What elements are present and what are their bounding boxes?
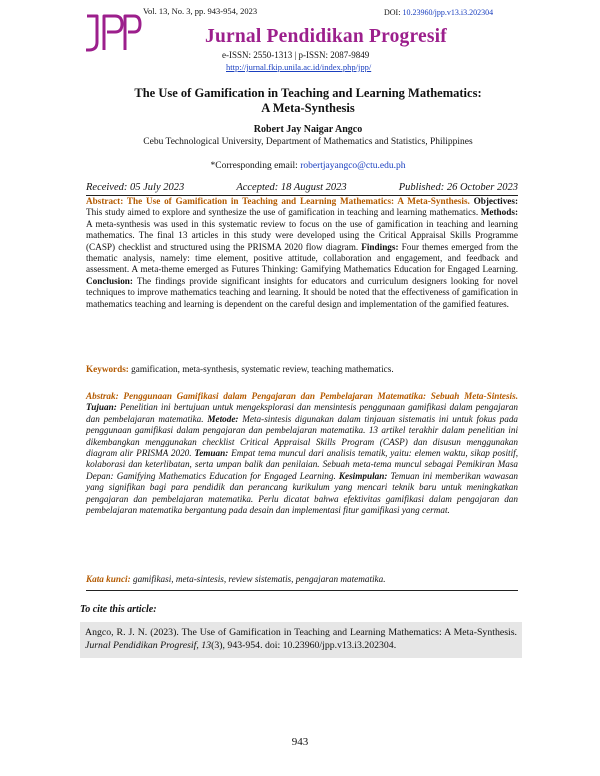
author-affiliation: Cebu Technological University, Department of Mathematics and Statistics, Philippines (143, 137, 473, 147)
abstract-english (86, 196, 518, 310)
doi-label: DOI: (384, 8, 401, 17)
keywords-text: gamification, meta-synthesis, systematic review, teaching mathematics. (131, 364, 394, 374)
article-dates (86, 182, 518, 193)
methods-text: A meta-synthesis was used in this systematic review to focus on the use of gamification in teaching and learning mathematics. The final 13 articles in this study were developed using the Critical Appraisal Skills Programme (CASP) checklist and structured using the PRISMA 2020 flow diagram. (86, 218, 518, 252)
corresponding-label: *Corresponding email: (210, 161, 298, 171)
article-title-line-2: A Meta-Synthesis (261, 101, 355, 115)
methods-label: Methods: (480, 207, 519, 218)
article-title (80, 86, 536, 116)
objectives-label: Objectives: (473, 196, 518, 206)
tujuan-text: Penelitian ini bertujuan untuk mengeksplorasi dan mensintesis penggunaan gamifikasi dalam pengajaran dan pembelajaran matematika. (86, 402, 519, 424)
objectives-text: This study aimed to explore and synthesize the use of gamification in teaching and learning mathematics. (86, 207, 479, 218)
corresponding-email-line (80, 161, 536, 171)
issn: e-ISSN: 2550-1313 | p-ISSN: 2087-9849 (222, 50, 370, 60)
corresponding-email-link[interactable]: robertjayangco@ctu.edu.ph (300, 161, 406, 171)
tujuan-label: Tujuan: (86, 402, 117, 413)
accepted-date: Accepted: 18 August 2023 (236, 182, 347, 193)
volume-info: Vol. 13, No. 3, pp. 943-954, 2023 (143, 6, 258, 16)
kesimpulan-text: Temuan ini memberikan wawasan yang signifikan bagi para pendidik dan perancang kurikulum yang mencari teknik baru untuk meningkatkan pengajaran dan pembelajaran matematika. Perlu dicatat bahwa efektivitas gamifikasi dalam pengajaran dan pembelajaran matematika bergantung pada desain dan implementasi fitur gamifikasi yang cermat. (86, 470, 519, 516)
abstract-indonesian (86, 391, 518, 516)
keywords-indonesian (86, 574, 518, 584)
kata-kunci-label: Kata kunci: (86, 574, 131, 584)
citation-separator: , (196, 640, 199, 651)
conclusion-label: Conclusion: (86, 275, 133, 286)
citation-journal: Jurnal Pendidikan Progresif (85, 640, 197, 651)
doi-line (384, 8, 493, 17)
page-number: 943 (291, 736, 309, 748)
published-date: Published: 26 October 2023 (398, 182, 518, 193)
abstrak-heading: Abstrak: Penggunaan Gamifikasi dalam Pengajaran dan Pembelajaran Matematika: Sebuah Meta-Sintesis. (86, 391, 518, 401)
findings-text: Four themes emerged from the thematic analysis, namely: time element, positive attitude, collaboration and engagement, and feedback and assessment. A meta-theme emerged as Futures Thinking: Gamifying Mathematics Education for Engaged Learning. (86, 241, 518, 275)
citation-box (80, 622, 522, 658)
metode-text: Meta-sintesis digunakan dalam tinjauan sistematis ini untuk fokus pada penggunaan gamifikasi dalam pengajaran dan pembelajaran matematika. 13 artikel terakhir dalam penelitian ini dikembangkan menggunakan checklist Critical Appraisal Skills Program (CASP) dan disusun menggunakan diagram alir PRISMA 2020. (86, 413, 519, 459)
author-name: Robert Jay Naigar Angco (253, 124, 363, 135)
conclusion-text: The findings provide significant insights for educators and curriculum designers looking for novel techniques to improve mathematics teaching and learning. It should be noted that the effectiveness of gamification in mathematics teaching and learning is dependent on the careful design and implementation of the gamified features. (86, 275, 518, 309)
journal-url-link[interactable]: http://jurnal.fkip.unila.ac.id/index.php/jpp/ (226, 62, 372, 72)
article-title-line-1: The Use of Gamification in Teaching and Learning Mathematics: (134, 86, 482, 100)
journal-logo (83, 10, 142, 54)
keywords-label: Keywords: (86, 364, 129, 374)
citation-text: Angco, R. J. N. (2023). The Use of Gamification in Teaching and Learning Mathematics: A Meta-Synthesis. (85, 627, 517, 638)
findings-label: Findings: (361, 241, 399, 252)
keywords-english (86, 364, 518, 374)
abstract-heading: Abstract: The Use of Gamification in Teaching and Learning Mathematics: A Meta-Synthesis. (86, 196, 470, 206)
kesimpulan-label: Kesimpulan: (338, 470, 388, 481)
temuan-label: Temuan: (194, 448, 229, 459)
kata-kunci-text: gamifikasi, meta-sintesis, review sistematis, pengajaran matematika. (132, 574, 386, 584)
received-date: Received: 05 July 2023 (86, 182, 185, 193)
metode-label: Metode: (207, 413, 239, 424)
temuan-text: Empat tema muncul dari analisis tematik, yaitu: elemen waktu, sikap positif, kolaborasi dan keterlibatan, serta umpan balik dan penilaian. Sebuah meta-tema muncul sebagai Pemikiran Masa Depan: Gamifying Mathematics Education for Engaged Learning. (86, 448, 519, 481)
bottom-divider (86, 590, 518, 591)
citation-issue-pages: (3), 943-954. doi: 10.23960/jpp.v13.i3.202304. (211, 640, 397, 651)
citation-heading: To cite this article: (80, 604, 157, 615)
citation-volume: 13 (201, 640, 212, 651)
journal-name: Jurnal Pendidikan Progresif (205, 26, 447, 47)
doi-link[interactable]: 10.23960/jpp.v13.i3.202304 (402, 8, 494, 17)
